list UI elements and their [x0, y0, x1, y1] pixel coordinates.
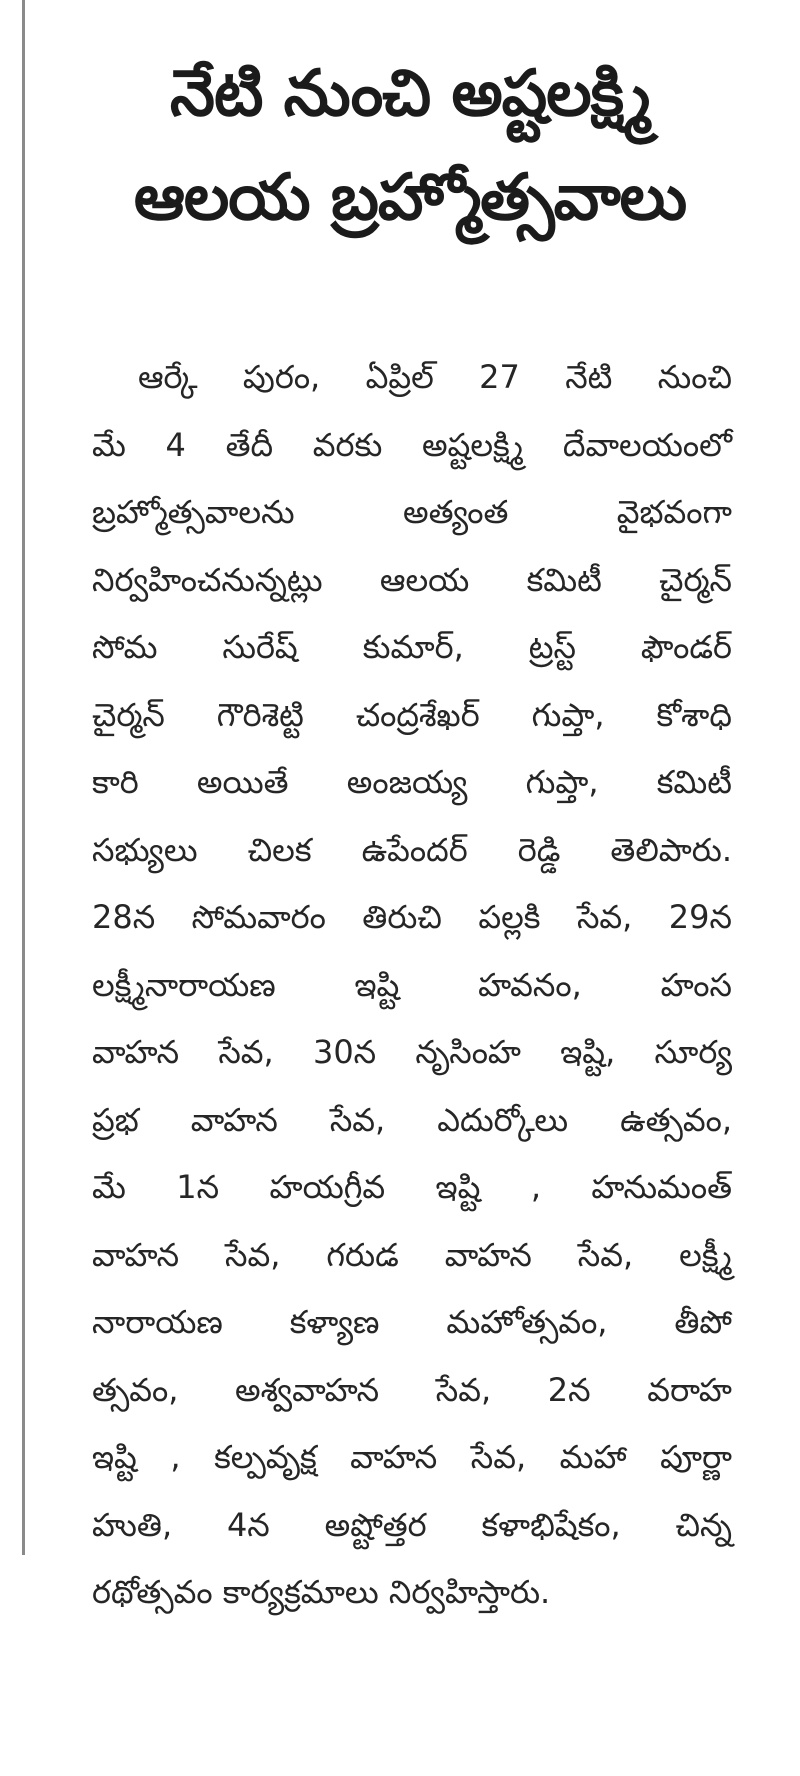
body-line: 28న సోమవారం తిరుచి పల్లకి సేవ, 29న [92, 898, 732, 936]
headline-line-1: నేటి నుంచి అష్టలక్ష్మి [170, 57, 650, 131]
body-line: మే 1న హయగ్రీవ ఇష్టి , హనుమంత్ [92, 1168, 732, 1206]
body-line: ఆర్కే పురం, ఏప్రిల్ 27 నేటి నుంచి [138, 358, 732, 396]
body-line: నిర్వహించనున్నట్లు ఆలయ కమిటీ చైర్మన్ [92, 560, 732, 599]
column-divider [22, 0, 25, 1555]
body-line: నారాయణ కళ్యాణ మహోత్సవం, తీపో [92, 1303, 732, 1341]
body-line: వాహన సేవ, 30న నృసింహ ఇష్టి, సూర్య [92, 1033, 732, 1071]
body-line: సోమ సురేష్ కుమార్, ట్రస్ట్ ఫౌండర్ [92, 628, 732, 666]
article-body [92, 344, 732, 1627]
body-line: త్సవం, అశ్వవాహన సేవ, 2న వరాహ [92, 1370, 732, 1409]
body-line: సభ్యులు చిలక ఉపేందర్ రెడ్డి తెలిపారు. [92, 830, 732, 869]
body-line: బ్రహ్మోత్సవాలను అత్యంత వైభవంగా [92, 493, 732, 531]
body-line: వాహన సేవ, గరుడ వాహన సేవ, లక్ష్మీ [92, 1235, 732, 1274]
body-line: ఇష్టి , కల్పవృక్ష వాహన సేవ, మహా పూర్ణా [92, 1438, 732, 1476]
body-line: చైర్మన్ గౌరిశెట్టి చంద్రశేఖర్ గుప్తా, కోశాధి [92, 695, 732, 734]
headline-line-2: ఆలయ బ్రహ్మోత్సవాలు [133, 161, 687, 235]
headline [60, 42, 760, 250]
body-line: హుతి, 4న అష్టోత్తర కళాభిషేకం, చిన్న [92, 1505, 732, 1544]
body-line: కారి అయితే అంజయ్య గుప్తా, కమిటీ [92, 763, 732, 801]
body-line: ప్రభ వాహన సేవ, ఎదుర్కోలు ఉత్సవం, [92, 1100, 732, 1139]
body-line: మే 4 తేదీ వరకు అష్టలక్ష్మి దేవాలయంలో [92, 425, 732, 464]
body-line: రథోత్సవం కార్యక్రమాలు నిర్వహిస్తారు. [92, 1573, 551, 1611]
body-line: లక్ష్మీనారాయణ ఇష్టి హవనం, హంస [92, 965, 732, 1004]
